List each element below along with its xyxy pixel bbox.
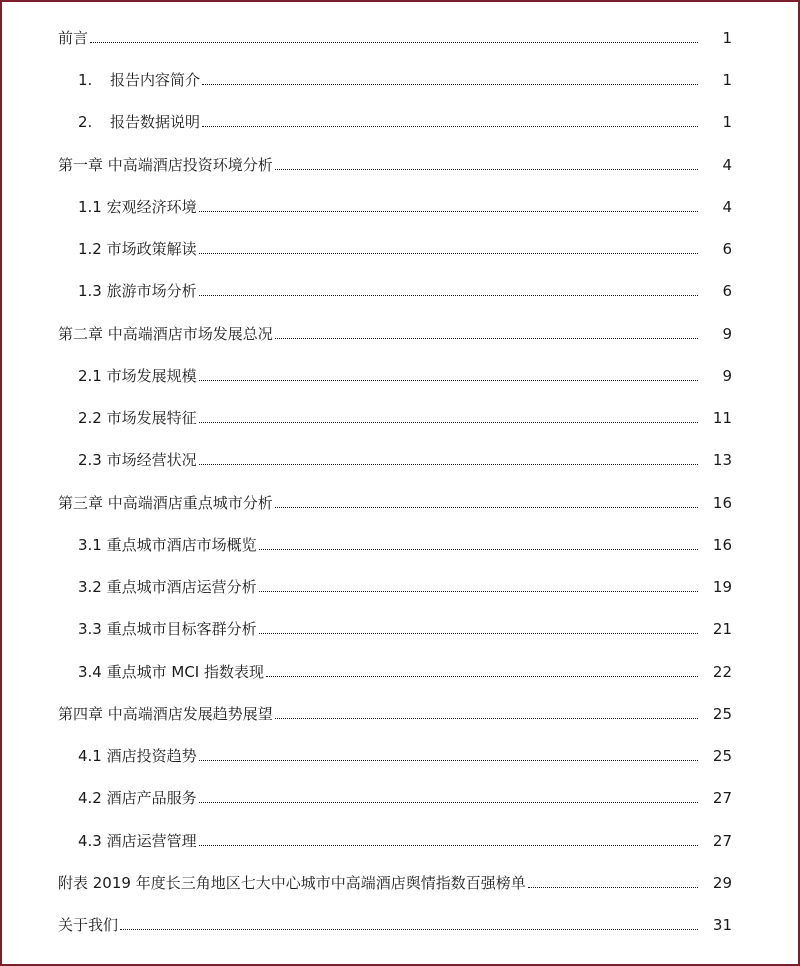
toc-entry-label: 4.1 酒店投资趋势 bbox=[78, 747, 197, 765]
toc-entry-label: 3.2 重点城市酒店运营分析 bbox=[78, 578, 257, 596]
toc-entry-2-3[interactable] bbox=[2, 445, 798, 469]
toc-entry-1-1[interactable] bbox=[2, 192, 798, 216]
toc-leader-dots bbox=[202, 84, 698, 85]
toc-leader-dots bbox=[199, 760, 698, 761]
toc-entry-4-1[interactable] bbox=[2, 741, 798, 765]
toc-entry-2-1[interactable] bbox=[2, 361, 798, 385]
toc-entry-label: 4.3 酒店运营管理 bbox=[78, 832, 197, 850]
toc-page-number: 21 bbox=[712, 620, 732, 638]
toc-entry-label: 3.1 重点城市酒店市场概览 bbox=[78, 536, 257, 554]
toc-leader-dots bbox=[120, 929, 698, 930]
toc-entry-chapter-1[interactable] bbox=[2, 150, 798, 174]
toc-page-number: 1 bbox=[722, 113, 732, 131]
toc-entry-label bbox=[78, 71, 200, 89]
toc-entry-label: 1.1 宏观经济环境 bbox=[78, 198, 197, 216]
toc-entry-text: 报告数据说明 bbox=[110, 113, 201, 131]
toc-leader-dots bbox=[259, 591, 698, 592]
toc-leader-dots bbox=[275, 507, 698, 508]
toc-page-number: 22 bbox=[712, 663, 732, 681]
toc-page-number: 4 bbox=[722, 198, 732, 216]
toc-leader-dots bbox=[199, 422, 698, 423]
toc-entry-label: 第一章 中高端酒店投资环境分析 bbox=[58, 156, 273, 174]
toc-entry-label: 3.4 重点城市 MCI 指数表现 bbox=[78, 663, 264, 681]
toc-entry-label: 第二章 中高端酒店市场发展总况 bbox=[58, 325, 273, 343]
toc-leader-dots bbox=[275, 718, 698, 719]
toc-leader-dots bbox=[199, 295, 698, 296]
toc-entry-label: 3.3 重点城市目标客群分析 bbox=[78, 620, 257, 638]
toc-leader-dots bbox=[199, 464, 698, 465]
toc-page-number: 6 bbox=[722, 282, 732, 300]
toc-page-number: 9 bbox=[722, 325, 732, 343]
toc-leader-dots bbox=[199, 802, 698, 803]
toc-entry-label: 1.2 市场政策解读 bbox=[78, 240, 197, 258]
toc-page-number: 27 bbox=[712, 789, 732, 807]
toc-entry-text: 报告内容简介 bbox=[110, 71, 201, 89]
toc-leader-dots bbox=[259, 549, 698, 550]
toc-leader-dots bbox=[275, 169, 698, 170]
toc-entry-chapter-2[interactable] bbox=[2, 319, 798, 343]
toc-entry-label: 前言 bbox=[58, 29, 89, 47]
toc-page-number: 19 bbox=[712, 578, 732, 596]
toc-leader-dots bbox=[202, 126, 698, 127]
toc-leader-dots bbox=[199, 253, 698, 254]
toc-entry-label: 2.3 市场经营状况 bbox=[78, 451, 197, 469]
toc-page-number: 31 bbox=[712, 916, 732, 934]
toc-leader-dots bbox=[266, 676, 698, 677]
toc-entry-label: 附表 2019 年度长三角地区七大中心城市中高端酒店舆情指数百强榜单 bbox=[58, 874, 526, 892]
toc-page-number: 6 bbox=[722, 240, 732, 258]
toc-entry-2-2[interactable] bbox=[2, 403, 798, 427]
toc-entry-3-2[interactable] bbox=[2, 572, 798, 596]
toc-entry-3-4[interactable] bbox=[2, 657, 798, 681]
toc-page-number: 9 bbox=[722, 367, 732, 385]
toc-page-number: 11 bbox=[712, 409, 732, 427]
toc-page-number: 25 bbox=[712, 705, 732, 723]
toc-entry-report-intro[interactable] bbox=[2, 65, 798, 89]
toc-entry-1-2[interactable] bbox=[2, 234, 798, 258]
toc-entry-data-notes[interactable] bbox=[2, 107, 798, 131]
toc-page-number: 13 bbox=[712, 451, 732, 469]
toc-entry-about-us[interactable] bbox=[2, 910, 798, 934]
toc-page-number: 27 bbox=[712, 832, 732, 850]
toc-entry-number: 1. bbox=[78, 71, 93, 89]
toc-entry-label: 2.1 市场发展规模 bbox=[78, 367, 197, 385]
toc-entry-label: 第四章 中高端酒店发展趋势展望 bbox=[58, 705, 273, 723]
toc-entry-3-3[interactable] bbox=[2, 614, 798, 638]
toc-page-number: 1 bbox=[722, 71, 732, 89]
toc-leader-dots bbox=[528, 887, 698, 888]
toc-entry-3-1[interactable] bbox=[2, 530, 798, 554]
toc-leader-dots bbox=[199, 845, 698, 846]
toc-leader-dots bbox=[90, 42, 698, 43]
toc-page-number: 25 bbox=[712, 747, 732, 765]
toc-page-number: 1 bbox=[722, 29, 732, 47]
toc-entry-4-2[interactable] bbox=[2, 783, 798, 807]
toc-entry-label: 1.3 旅游市场分析 bbox=[78, 282, 197, 300]
toc-leader-dots bbox=[199, 380, 698, 381]
toc-entry-label bbox=[78, 113, 200, 131]
toc-entry-label: 第三章 中高端酒店重点城市分析 bbox=[58, 494, 273, 512]
toc-page-number: 16 bbox=[712, 536, 732, 554]
toc-entry-preface[interactable] bbox=[2, 23, 798, 47]
toc-entry-4-3[interactable] bbox=[2, 826, 798, 850]
table-of-contents bbox=[2, 2, 798, 964]
toc-leader-dots bbox=[199, 211, 698, 212]
toc-entry-label: 2.2 市场发展特征 bbox=[78, 409, 197, 427]
toc-entry-chapter-3[interactable] bbox=[2, 488, 798, 512]
toc-entry-label: 4.2 酒店产品服务 bbox=[78, 789, 197, 807]
toc-entry-appendix[interactable] bbox=[2, 868, 798, 892]
toc-page-number: 4 bbox=[722, 156, 732, 174]
toc-leader-dots bbox=[275, 338, 698, 339]
toc-entry-number: 2. bbox=[78, 113, 93, 131]
toc-entry-chapter-4[interactable] bbox=[2, 699, 798, 723]
toc-entry-label: 关于我们 bbox=[58, 916, 119, 934]
toc-page-number: 16 bbox=[712, 494, 732, 512]
toc-leader-dots bbox=[259, 633, 698, 634]
toc-page-number: 29 bbox=[712, 874, 732, 892]
toc-entry-1-3[interactable] bbox=[2, 276, 798, 300]
